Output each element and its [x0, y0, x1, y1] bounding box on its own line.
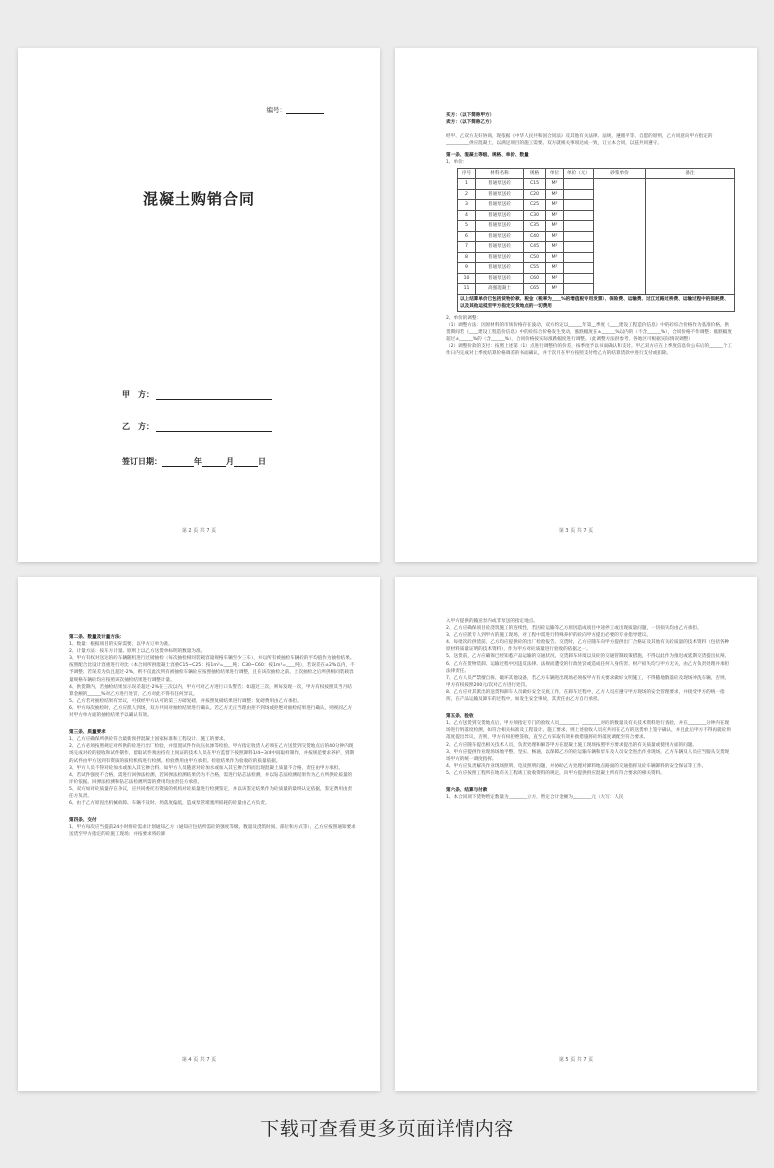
article-heading: 第三条、质量要求	[69, 730, 106, 736]
contract-page-4	[18, 577, 380, 1091]
page4-content	[69, 631, 356, 838]
table-note-row	[458, 294, 735, 311]
serial-number-field	[267, 105, 325, 114]
th-index: 序号	[458, 168, 476, 179]
cell-spec: C40	[524, 231, 546, 242]
clause-paragraph: 2、乙方应随车提出相关技术人员，负责处理和解答甲方在混凝土施工现场按照甲方要求提出的有关质量或使用方面的问题。	[446, 742, 697, 748]
cell-unit-price	[564, 273, 594, 284]
page-footer: 第 4 页 共 7 页	[181, 1057, 217, 1063]
page-footer: 第 5 页 共 7 页	[558, 1057, 594, 1063]
th-unit-price: 单价（元）	[564, 168, 594, 179]
page5-content	[446, 618, 733, 801]
intro-paragraph: 经甲、乙双方友好协商，现依据《中华人民共和国合同法》及其他有关法律、法规，遵循平等、自愿的原则，乙方同意向甲方指定的__________供应混凝土，以满足项目的施工需要。双方就相关事项达成一致，订立本合同，以兹共同遵守。	[446, 134, 713, 147]
party-b-underline	[156, 423, 272, 432]
clause-paragraph: 4、每批次砼供货前，乙方均应提供砼的出厂检验报告。交货时，乙方应随车向甲方提供出厂合格证及其他有关砼质量的技术资料（包括各种原材料质量证明的技术资料），作为甲方对砼质量进行验收的依据之一。	[446, 640, 730, 653]
clause-paragraph: 3、甲方应提供作业现场场地平整、坚实、畅通，以保障乙方的砼运输车辆和泵车及人员安全进出作业现场，乙方车辆及人员应当服从交货现场甲方的统一调度指挥。	[446, 749, 730, 762]
clause-paragraph: 4、甲方应负责解决作业现场照明、电及照明问题，并协助乙方处理对卸料地点路面的交通指挥及砼车辆卸料的安全保证等工作。	[446, 763, 707, 769]
cell-spec: C35	[524, 221, 546, 232]
table-note: 以上结算单价已包括货物价款、税金（税率为____%的增值税专用发票）、保险费、运输费、过江过路过桥费、运输过程中的损耗费、以及其他运抵至甲方指定交货地点的一切费用	[458, 294, 735, 311]
cell-index: 2	[458, 189, 476, 200]
cell-spec: C30	[524, 210, 546, 221]
year-underline	[162, 458, 194, 467]
party-b-label: 乙 方：	[122, 422, 154, 431]
serial-underline	[286, 107, 324, 114]
page-footer: 第 2 页 共 7 页	[181, 528, 217, 534]
cell-unit: M³	[546, 284, 564, 295]
cell-unit: M³	[546, 221, 564, 232]
th-remarks: 备注	[646, 168, 735, 179]
cell-remarks	[646, 179, 735, 295]
day-label: 日	[258, 457, 266, 466]
price-adjust-heading: 2、单价的调整：	[446, 315, 482, 321]
cell-spec: C55	[524, 263, 546, 274]
cell-material: 普通泵送砼	[476, 189, 524, 200]
clause-paragraph: 1、本合同项下货物暂定数量为________立方，暂定合计金额为________元（大写：人民	[446, 795, 624, 801]
article-heading: 第六条、结算与付款	[446, 787, 488, 793]
contract-page-5	[395, 577, 757, 1091]
clause-paragraph: 5、乙方若对抽检结果有异议，可找经甲方认可的第三方磅复磅，并按照复磅结果进行调整；复磅费用由乙方承担。	[69, 698, 302, 704]
contract-page-3	[395, 48, 757, 562]
sign-date-field	[122, 456, 266, 467]
sign-date-label: 签订日期：	[122, 457, 162, 466]
table-header-row	[458, 168, 735, 179]
cell-unit: M³	[546, 252, 564, 263]
cell-unit: M³	[546, 189, 564, 200]
cell-unit-price	[564, 252, 594, 263]
cell-material: 普通泵送砼	[476, 210, 524, 221]
cell-unit-price	[564, 179, 594, 190]
party-a-underline	[156, 391, 272, 400]
cell-index: 6	[458, 231, 476, 242]
adjust-payment-paragraph: （2）调整价款的支付：按照上述第（1）点进行调整价的价差，按季度予以书面确认和支付。甲乙双方应在上季度信息价公布后的______个工作日内完成对上季度结算价格调差的书面确认，并于次月在甲方按照支付给乙方的结算货款中进行支付或扣除。	[446, 343, 733, 357]
clause-paragraph: 5、双方如对砼质量存在争议，应共同委托有资质的机构对砼质量进行检测鉴定，并以该鉴定结果作为砼质量的最终认定依据，鉴定费用由责任方负责。	[69, 786, 353, 799]
cell-index: 11	[458, 284, 476, 295]
cell-index: 9	[458, 263, 476, 274]
day-underline	[234, 458, 258, 467]
page-footer: 第 3 页 共 7 页	[558, 528, 594, 534]
cell-index: 1	[458, 179, 476, 190]
serial-label: 编号：	[266, 106, 286, 114]
clause-paragraph: 1、乙方应确保所供砼符合最新预拌混凝土国家标准和工程设计、施工的要求。	[69, 737, 229, 743]
clause-paragraph: 6、甲方每次抽检时，乙方应派人到场，双方共同对抽检结果进行确认。若乙方无正当理由拒不到场或拒绝对抽检结果进行确认，则视同乙方对甲方单方面的抽检结果予以确认有效。	[69, 705, 353, 719]
th-spec: 规格	[524, 168, 546, 179]
cell-index: 4	[458, 210, 476, 221]
cell-material: 普通泵送砼	[476, 221, 524, 232]
cell-unit: M³	[546, 263, 564, 274]
th-material: 材料名称	[476, 168, 524, 179]
clause-paragraph: 5、乙方应按照工程所在地有关工程竣工验收资料的规定，向甲方提供供应混凝土所有符合要求的相关资料。	[446, 770, 665, 776]
cell-index: 10	[458, 273, 476, 284]
cell-index: 3	[458, 200, 476, 211]
cell-spec: C45	[524, 242, 546, 253]
cell-material: 高强混凝土	[476, 284, 524, 295]
clause-paragraph: 2、乙方应确保项目砼浇筑施工的连续性，若因砼运输等乙方原因造成项目中途停工或出现质量问题，一切损失均由乙方承担。	[446, 626, 702, 632]
article-heading: 第二条、数量及计量方法：	[69, 635, 125, 640]
clause-paragraph: 8、乙方应对其派出的送货和卸车人员做好安全交底工作，在卸车过程中，乙方人员应遵守甲方现场的安全管理要求，并接受甲方的统一指挥，在产品运输及卸车的过程中，如发生安全事故，其责任由乙方自行承担。	[446, 689, 725, 703]
clause-paragraph: 入甲方提供的输送泵内或非泵送的指定地点。	[446, 619, 538, 624]
cell-index: 8	[458, 252, 476, 263]
download-more-caption: 下载可查看更多页面详情内容	[260, 1118, 514, 1140]
clause-paragraph: 3、甲方人员不得对砼加水或加入其它掺合料，如甲方人员随意对砼加水或加入其它掺合料而出现混凝土质量不合格，责任由甲方承担。	[69, 765, 343, 771]
party-b-field	[122, 421, 272, 432]
th-unit: 单位	[546, 168, 564, 179]
clause-paragraph: 1、甲方每次应当提前24小时将砼需求计划通知乙方（通知应包括所需砼的强度等级、数量及浇筑时间、部位和方式等），乙方应按照通知要求送货至甲方指定的砼施工现场；并按要求将砼卸	[69, 825, 356, 838]
clause-paragraph: 2、计量方法：按车方计量。原则上以乙方送货单标明的数量为准。	[69, 649, 206, 655]
cell-unit-price	[564, 200, 594, 211]
party-a-field	[122, 389, 272, 400]
seller-line: 卖方：（以下简称乙方）	[446, 120, 495, 126]
clause-paragraph: 1、数量：根据项目的实际需要，以甲方订单为准。	[69, 642, 173, 648]
cell-spec: C20	[524, 189, 546, 200]
cell-material: 普通泵送砼	[476, 273, 524, 284]
adjust-method-paragraph: （1）调整方法：因原材料的市场价格存在波动，双方约定以______年第__季度《____建设工程造价信息》中的砼综合价格作为基准价格，供货期间若《____建设工程造价信息》中的砼综合价格发生变动，涨跌幅度在±______%以内的（不含______%），合同价格不作调整；涨跌幅度超过±______%的（含______%），合同价格按实际涨跌幅度进行调整。（此调整方法供参考，各地区可根据实际情况调整）	[446, 322, 732, 342]
clause-paragraph: 1、乙方送货到交货地点后，甲方须指定专门的验收人员________，________对砼的数量及有关技术资料进行查验，并在________分钟内在现场进行坍落度检测，如符合相关标准及工程设计、施工要求，则上述验收人员应共同在乙方的送货单上签字确认，并且此后甲方不得再就砼坍落度提出异议，否则，甲方有权拒绝签收，直至乙方采取有效补救措施将砼坍落度调配至符合要求。	[446, 721, 731, 741]
th-mortar-price: 砂浆单价	[594, 168, 646, 179]
cell-index: 5	[458, 221, 476, 232]
cell-material: 普通泵送砼	[476, 252, 524, 263]
buyer-line: 买方：（以下简称甲方）	[446, 113, 495, 118]
cell-unit-price	[564, 284, 594, 295]
clause-paragraph: 6、由于乙方原因出机械故障、车辆不及时、坍落度偏低，造成泵管堵塞所损耗的砼量由乙方负责。	[69, 801, 270, 807]
cell-spec: C25	[524, 200, 546, 211]
clause-paragraph: 4、供货期内，若抽检结果显示误差超过-2%在三次以内，甲方可对乙方进行口头警告；如超过三次，则每发现一次，甲方有权按照其当月结算金额的______%对乙方进行处罚，乙方对此不得有任何异议。	[69, 684, 352, 697]
unit-price-label: 1、单价：	[446, 160, 468, 166]
year-label: 年	[194, 457, 202, 466]
cell-unit: M³	[546, 179, 564, 190]
cell-index: 7	[458, 242, 476, 253]
cell-material: 普通泵送砼	[476, 231, 524, 242]
cell-unit: M³	[546, 200, 564, 211]
cell-unit-price	[564, 210, 594, 221]
article-1-heading: 第一条、混凝土等级、规格、单价、数量	[446, 153, 529, 159]
contract-page-cover	[18, 48, 380, 562]
clause-paragraph: 3、乙方应派专人到甲方的施工现场，对工程中需进行特殊养护的砼向甲方提出必要的专业指导建议。	[446, 633, 652, 639]
month-label: 月	[226, 457, 234, 466]
month-underline	[202, 458, 226, 467]
cell-spec: C60	[524, 273, 546, 284]
clause-paragraph: 2、乙方必须按照规定对所供的砼进行出厂检验，并留置试件作抗压抗渗等检验。甲方指定收货人必须在乙方送货到交货地点后的40分钟内现场完成对砼的接收和试件制作，留取试件须由持有上岗证的技术人员在甲方监督下按照卸料1/4~3/4中间取样制作，并按规范要求养护，到期的试件由甲方送到有资质的质检机构进行检测。检验费用由甲方承担。检验结果作为验收砼的质量依据。	[69, 744, 355, 764]
article-heading: 第五条、验收	[446, 714, 474, 720]
clause-paragraph: 7、乙方人员严禁擅自拆、破坏其他设备，若乙方车辆进出现场必须按甲方有关要求做好文明施工，不得随地散落砼及现场冲洗车辆，否则，甲方有权按照200元/次对乙方进行处罚。	[446, 675, 730, 688]
cell-material: 普通泵送砼	[476, 242, 524, 253]
cell-unit-price	[564, 189, 594, 200]
cell-unit-price	[564, 221, 594, 232]
cell-unit: M³	[546, 210, 564, 221]
table-row	[458, 179, 735, 190]
price-table	[457, 168, 735, 312]
cell-material: 普通泵送砼	[476, 263, 524, 274]
cell-spec: C50	[524, 252, 546, 263]
clause-paragraph: 3、甲方有权对送达的砼车辆随机进行过磅抽检（每次抽检相同装载容量规格车辆至少三车），并以所有被抽检车辆砼的平均值作为抽检结果。按照配合比设计容重进行对比（本合同所供混凝土容重C15~C25：按1m³=____吨；C30~C60：按1m³=____吨），若误差在±2%以内，不予调整；若误差为负且超过-2%，则不仅此次所有被抽检车辆砼应按照抽检结果进行调整，且在该次抽检之前、上次抽检之后所供相同装载容量规格车辆砼均应按照该次抽检结果进行调整计量。	[69, 656, 355, 683]
cell-unit-price	[564, 242, 594, 253]
cell-unit: M³	[546, 273, 564, 284]
clause-paragraph: 5、送货前，乙方应确保已经知悉产品运输的交通状况，交货卸车环境以及砼的交通管制政策措施，不得以此作为推迟或延期交货提出抗辩。	[446, 654, 730, 660]
cell-unit-price	[564, 231, 594, 242]
page3-content	[446, 112, 733, 357]
cell-unit: M³	[546, 231, 564, 242]
cell-material: 普通泵送砼	[476, 179, 524, 190]
clause-paragraph: 4、若试件强度不合格，需进行回弹法检测，若回弹法检测结果仍为不合格，需进行钻芯法检测，并以钻芯法检测结果作为乙方所供砼质量的评价依据。回弹法检测和钻芯法检测所需的费用均由责任方承担。	[69, 772, 353, 785]
cell-unit-price	[564, 263, 594, 274]
article-heading: 第四条、交付	[69, 818, 97, 824]
cell-spec: C15	[524, 179, 546, 190]
cell-spec: C65	[524, 284, 546, 295]
cell-mortar-price	[594, 179, 646, 295]
party-a-label: 甲 方：	[122, 390, 154, 399]
cell-unit: M³	[546, 242, 564, 253]
cell-material: 普通泵送砼	[476, 200, 524, 211]
clause-paragraph: 6、乙方在货物装卸、运输过程中因违反法律、法规而遭受的行政处罚或造成任何人身伤害、财产损失均与甲方无关，由乙方负责处理并承担法律责任。	[446, 661, 730, 674]
contract-title: 混凝土购销合同	[142, 190, 255, 208]
